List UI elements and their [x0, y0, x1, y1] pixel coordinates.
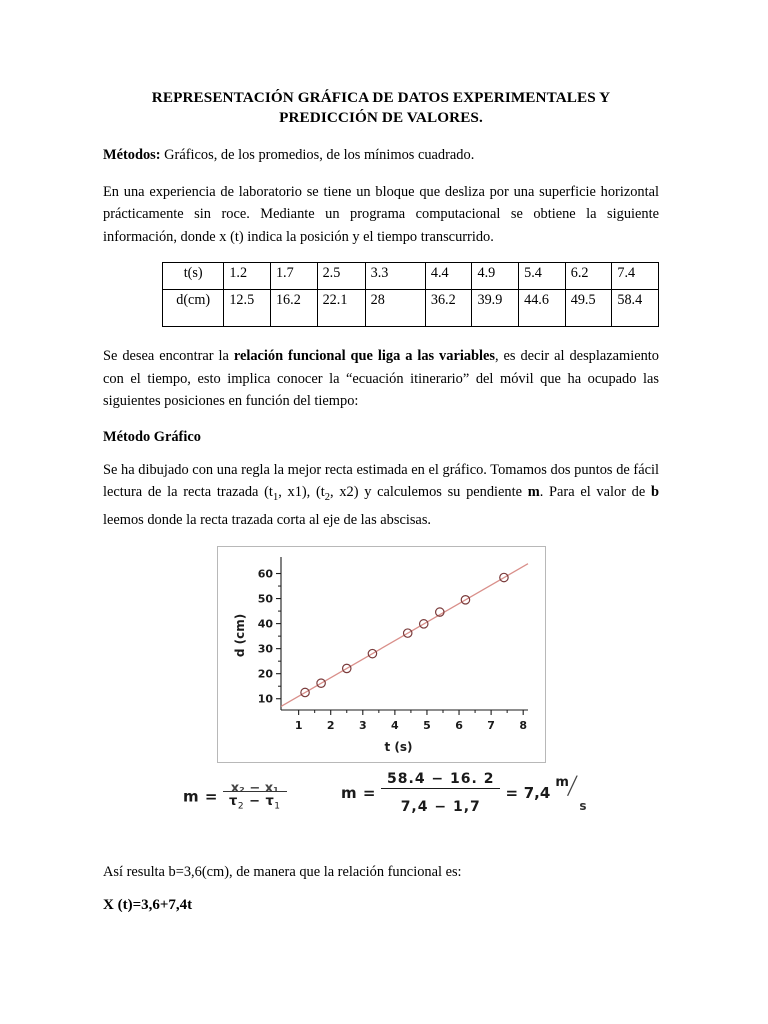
- experimental-data-table: [162, 262, 659, 327]
- graphic-method-paragraph: [103, 459, 659, 532]
- svg-text:5: 5: [422, 718, 431, 732]
- title-line-2: PREDICCIÓN DE VALORES.: [279, 109, 483, 126]
- slope-numeric-numerator: 58.4 − 16. 2: [381, 771, 500, 789]
- svg-text:8: 8: [518, 718, 527, 732]
- slope-formula-symbolic: [183, 781, 287, 812]
- svg-text:50: 50: [257, 592, 273, 606]
- gm-sub-2: 2: [324, 491, 331, 503]
- cell-d-1: 16.2: [270, 290, 317, 327]
- cell-t-4: 4.4: [425, 263, 472, 290]
- conclusion-paragraph: Así resulta b=3,6(cm), de manera que la relación funcional es:: [103, 863, 462, 880]
- cell-t-0: 1.2: [224, 263, 271, 290]
- denominator-minus: −: [244, 793, 266, 809]
- slope-numeric-equals: =: [505, 783, 519, 802]
- cell-t-7: 6.2: [565, 263, 612, 290]
- slope-numeric-denominator: 7,4 − 1,7: [400, 798, 481, 815]
- slope-unit: [555, 770, 599, 813]
- gm-part-4: . Para el valor de: [539, 484, 651, 500]
- cell-t-8: 7.4: [612, 263, 659, 290]
- svg-text:4: 4: [390, 718, 399, 732]
- data-table-wrapper: [103, 262, 659, 327]
- cell-d-4: 36.2: [425, 290, 472, 327]
- page-title: [103, 88, 659, 128]
- relation-paragraph: [103, 345, 659, 413]
- methods-paragraph: [103, 144, 659, 167]
- chart-svg: [218, 547, 545, 762]
- chart-block: [103, 546, 659, 763]
- cell-t-6: 5.4: [519, 263, 566, 290]
- tau-2-sub: 2: [237, 801, 245, 812]
- svg-text:2: 2: [326, 718, 335, 732]
- document-content: [103, 88, 659, 914]
- slope-symbolic-m-label: m =: [183, 787, 218, 806]
- chart-ylabel: d (cm): [232, 613, 247, 658]
- slope-numeric-result: 7,4: [523, 783, 551, 802]
- section-heading-graphic-method: Método Gráfico: [103, 428, 201, 445]
- relation-post: , es decir al desplazamiento con el tiempo, esto implica conocer la “ecuación itinerario” del móvil que ha ocupado las siguientes posiciones en función del tiempo:: [103, 348, 659, 409]
- title-line-1: REPRESENTACIÓN GRÁFICA DE DATOS EXPERIMENTALES Y: [151, 89, 611, 106]
- svg-text:1: 1: [294, 718, 302, 732]
- cell-d-5: 39.9: [472, 290, 519, 327]
- slope-numeric-m-label: m =: [341, 783, 376, 802]
- tau-1-sub: 1: [274, 801, 281, 812]
- methods-text: Gráficos, de los promedios, de los mínimos cuadrado.: [160, 147, 475, 163]
- unit-slash-icon: /: [566, 770, 580, 802]
- svg-text:7: 7: [486, 718, 495, 732]
- svg-text:10: 10: [257, 692, 273, 706]
- svg-text:20: 20: [257, 667, 273, 681]
- svg-text:40: 40: [257, 617, 273, 631]
- svg-text:6: 6: [454, 718, 463, 732]
- cell-t-3: 3.3: [365, 263, 425, 290]
- gm-sub-1: 1: [272, 491, 279, 503]
- row-label-t: t(s): [163, 263, 224, 290]
- svg-text:30: 30: [257, 642, 273, 656]
- slope-numeric-fraction: [381, 771, 500, 815]
- gm-bold-b: b: [650, 484, 659, 500]
- relation-bold: relación funcional que liga a las variables: [233, 348, 496, 364]
- gm-part-5: leemos donde la recta trazada corta al eje de las abscisas.: [103, 512, 432, 529]
- gm-part-2: , x1), (t: [278, 484, 325, 500]
- cell-d-0: 12.5: [224, 290, 271, 327]
- cell-d-7: 49.5: [565, 290, 612, 327]
- cell-d-6: 44.6: [519, 290, 566, 327]
- slope-formula-numeric: [341, 771, 599, 815]
- methods-label: Métodos:: [103, 147, 161, 163]
- table-row: [163, 263, 659, 290]
- slope-symbolic-numerator: x₂ − x₁: [223, 781, 287, 792]
- cell-t-2: 2.5: [317, 263, 365, 290]
- row-label-d: d(cm): [163, 290, 224, 327]
- relation-pre: Se desea encontrar la: [103, 348, 234, 364]
- cell-t-1: 1.7: [270, 263, 317, 290]
- slope-symbolic-denominator: [223, 792, 287, 812]
- gm-part-1: Se ha dibujado con una regla la mejor recta estimada en el gráfico. Tomamos dos puntos de fácil lectura de la recta trazada (t: [103, 461, 659, 500]
- scatter-chart: [217, 546, 546, 763]
- svg-text:3: 3: [358, 718, 367, 732]
- slope-symbolic-fraction: [223, 781, 287, 812]
- svg-text:60: 60: [257, 567, 273, 581]
- formula-row: [103, 769, 659, 851]
- tau-1: τ: [265, 793, 275, 809]
- final-equation: X (t)=3,6+7,4t: [103, 897, 193, 914]
- unit-numerator-m: m: [555, 774, 569, 790]
- gm-part-3: , x2) y calculemos su pendiente: [330, 484, 528, 500]
- intro-paragraph: En una experiencia de laboratorio se tiene un bloque que desliza por una superficie horizontal prácticamente sin roce. Mediante un programa computacional se obtiene la siguiente información, donde x (t) indica la posición y el tiempo transcurrido.: [103, 183, 659, 245]
- tau-2: τ: [229, 793, 238, 809]
- chart-xlabel: t (s): [383, 739, 413, 754]
- cell-d-2: 22.1: [317, 290, 365, 327]
- table-row: [163, 290, 659, 327]
- cell-t-5: 4.9: [472, 263, 519, 290]
- cell-d-3: 28: [365, 290, 425, 327]
- cell-d-8: 58.4: [612, 290, 659, 327]
- gm-bold-m: m: [527, 484, 540, 500]
- unit-denominator-s: s: [579, 798, 587, 813]
